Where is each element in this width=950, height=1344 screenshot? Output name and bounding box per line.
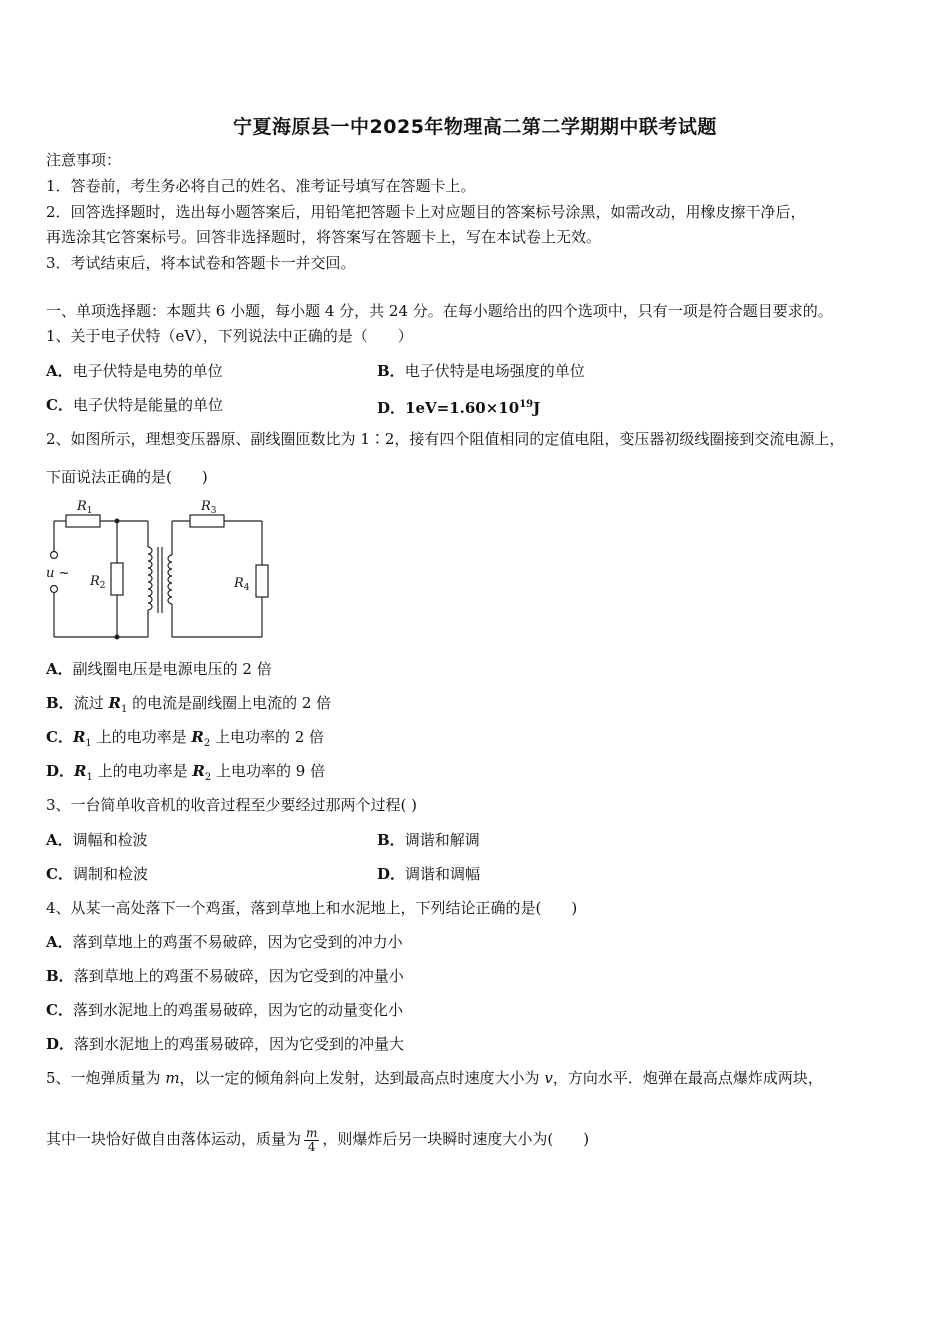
- q2-option-b: [46, 693, 331, 720]
- option-text: 上的电功率是: [91, 728, 192, 746]
- q4-stem: 4、从某一高处落下一个鸡蛋，落到草地上和水泥地上，下列结论正确的是( ): [46, 899, 578, 917]
- option-text: 电子伏特是能量的单位: [72, 396, 223, 414]
- option-text: 上的电功率是: [92, 762, 193, 780]
- stem-text: ，方向水平．炮弹在最高点爆炸成两块，: [552, 1069, 823, 1087]
- option-label: A．: [46, 362, 73, 380]
- q1-option-d: [377, 395, 540, 418]
- q5-stem: [46, 1068, 823, 1088]
- option-label: C．: [46, 865, 73, 883]
- fraction: [304, 1127, 319, 1154]
- option-label: A．: [46, 933, 73, 951]
- q1-stem: 1、关于电子伏特（eV），下列说法中正确的是（ ）: [46, 327, 413, 345]
- option-label: C．: [46, 396, 73, 414]
- option-text: 副线圈电压是电源电压的 2 倍: [72, 660, 272, 678]
- stem-text: ，则爆炸后另一块瞬时速度大小为( ): [322, 1130, 590, 1148]
- q4-option-b: [46, 966, 404, 986]
- option-label: B．: [377, 831, 405, 849]
- junction-dot: [115, 519, 120, 524]
- resistor-r2: [111, 563, 123, 595]
- label-r1: $R_1$: [77, 499, 93, 516]
- subscript: 1: [120, 704, 128, 715]
- q1-option-a: [46, 361, 223, 381]
- q4-option-c: [46, 1000, 403, 1020]
- q2-stem: 2、如图所示，理想变压器原、副线圈匝数比为 1∶2，接有四个阻值相同的定值电阻，变压器初级线圈接到交流电源上，: [46, 430, 845, 448]
- option-text: 落到草地上的鸡蛋不易破碎，因为它受到的冲力小: [72, 933, 403, 951]
- q3-stem: 3、一台简单收音机的收音过程至少要经过那两个过程( ): [46, 796, 418, 814]
- terminal-bottom: [51, 586, 58, 593]
- symbol: R: [191, 728, 204, 746]
- option-text: 流过: [73, 694, 109, 712]
- resistor-r4: [256, 565, 268, 597]
- option-text: 调制和检波: [72, 865, 148, 883]
- option-text: 电子伏特是电势的单位: [72, 362, 223, 380]
- notice-item: 3．考试结束后，将本试卷和答题卡一并交回。: [46, 254, 356, 272]
- symbol: R: [192, 762, 205, 780]
- option-label: B．: [46, 694, 74, 712]
- q4-option-d: [46, 1034, 404, 1054]
- q1-option-b: [377, 361, 585, 381]
- fraction-numerator: m: [306, 1125, 318, 1140]
- option-text: 上电功率的 9 倍: [211, 762, 326, 780]
- terminal-top: [51, 552, 58, 559]
- section-heading: 一、单项选择题：本题共 6 小题，每小题 4 分，共 24 分。在每小题给出的四个选项中，只有一项是符合题目要求的。: [46, 302, 833, 320]
- q2-option-a: [46, 659, 272, 679]
- symbol: m: [165, 1069, 180, 1087]
- q2-stem-cont: 下面说法正确的是( ): [46, 468, 208, 486]
- option-text: 调谐和调幅: [405, 865, 481, 883]
- transformer-circuit-diagram: [44, 497, 269, 642]
- subscript: 1: [85, 738, 92, 749]
- option-label: D．: [377, 865, 406, 883]
- notice-item: 2．回答选择题时，选出每小题答案后，用铅笔把答题卡上对应题目的答案标号涂黑，如需改动，用橡皮擦干净后，: [46, 203, 806, 221]
- option-text: 调谐和解调: [404, 831, 480, 849]
- subscript: 1: [86, 772, 93, 783]
- resistor-r3: [190, 515, 224, 527]
- q3-option-b: [377, 830, 480, 850]
- resistor-r1: [66, 515, 100, 527]
- option-text: 落到水泥地上的鸡蛋易破碎，因为它受到的冲量大: [74, 1035, 405, 1053]
- secondary-coil: [168, 555, 172, 604]
- notice-heading: 注意事项：: [46, 151, 122, 169]
- stem-text: 其中一块恰好做自由落体运动，质量为: [46, 1130, 302, 1148]
- q3-option-d: [377, 864, 480, 884]
- option-label: A．: [46, 831, 73, 849]
- option-label: D．: [46, 1035, 75, 1053]
- label-source: u ~: [46, 566, 70, 581]
- notice-item: 再选涂其它答案标号。回答非选择题时，将答案写在答题卡上，写在本试卷上无效。: [46, 228, 602, 246]
- symbol: R: [74, 762, 87, 780]
- option-label: B．: [377, 362, 405, 380]
- subscript: 2: [203, 738, 211, 749]
- notice-item: 1．答卷前，考生务必将自己的姓名、准考证号填写在答题卡上。: [46, 177, 476, 195]
- stem-text: ，以一定的倾角斜向上发射，达到最高点时速度大小为: [179, 1069, 545, 1087]
- option-text: 上电功率的 2 倍: [210, 728, 325, 746]
- q5-stem-cont: [46, 1122, 589, 1156]
- primary-coil: [148, 547, 152, 610]
- option-text: 1eV=1.60×10: [405, 399, 520, 417]
- option-label: D．: [46, 762, 75, 780]
- unit: J: [533, 399, 541, 417]
- label-r3: $R_3$: [201, 499, 217, 516]
- symbol: v: [544, 1069, 553, 1087]
- q4-option-a: [46, 932, 403, 952]
- option-label: C．: [46, 728, 73, 746]
- q3-option-a: [46, 830, 148, 850]
- symbol: R: [72, 728, 86, 746]
- option-label: D．: [377, 399, 406, 417]
- subscript: 2: [204, 772, 212, 783]
- exponent: 19: [519, 399, 534, 410]
- option-label: A．: [46, 660, 73, 678]
- page-title: 宁夏海原县一中2025年物理高二第二学期期中联考试题: [233, 116, 717, 138]
- option-text: 电子伏特是电场强度的单位: [404, 362, 585, 380]
- option-label: B．: [46, 967, 74, 985]
- q2-option-c: [46, 727, 324, 754]
- q1-option-c: [46, 395, 223, 415]
- option-text: 调幅和检波: [72, 831, 148, 849]
- q2-option-d: [46, 761, 325, 788]
- stem-text: 5、一炮弹质量为: [46, 1069, 166, 1087]
- q3-option-c: [46, 864, 148, 884]
- option-label: C．: [46, 1001, 73, 1019]
- symbol: R: [108, 694, 121, 712]
- junction-dot: [115, 635, 120, 640]
- fraction-denominator: 4: [307, 1139, 316, 1154]
- option-text: 落到水泥地上的鸡蛋易破碎，因为它的动量变化小: [72, 1001, 403, 1019]
- option-text: 落到草地上的鸡蛋不易破碎，因为它受到的冲量小: [73, 967, 404, 985]
- label-r2: $R_2$: [90, 574, 106, 591]
- label-r4: $R_4$: [234, 576, 250, 593]
- option-text: 的电流是副线圈上电流的 2 倍: [127, 694, 332, 712]
